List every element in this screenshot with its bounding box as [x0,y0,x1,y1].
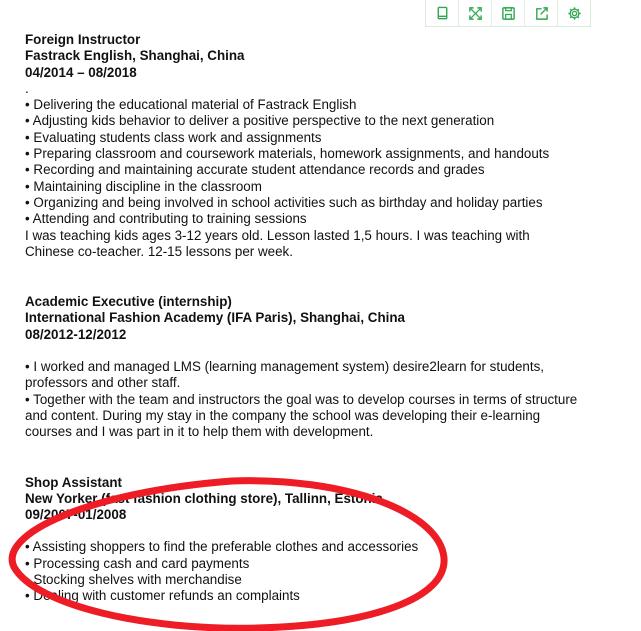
list-item: • Adjusting kids behavior to deliver a positive perspective to the next generation [25,113,495,129]
save-button[interactable] [492,0,525,26]
list-item: • Recording and maintaining accurate student attendance records and grades [25,162,485,178]
job-entry-shop-assistant [25,475,615,605]
job-dates: 04/2014 – 08/2018 [25,64,137,80]
job-note: I was teaching kids ages 3-12 years old. Lesson lasted 1,5 hours. I was teaching with Chinese co-teacher. 12-15 lessons per week. [25,227,530,259]
list-item: • Delivering the educational material of Fastrack English [25,97,357,113]
job-dates: 08/2012-12/2012 [25,326,127,342]
list-item: • Attending and contributing to training sessions [25,211,307,227]
list-item: • Assisting shoppers to find the preferable clothes and accessories [25,539,419,555]
list-item: • Together with the team and instructors the goal was to develop courses in terms of structure and content. During my stay in the company the school was developing their e-learning courses and I was part in it to help them with development. [25,391,578,440]
job-company: Fastrack English, Shanghai, China [25,48,245,64]
share-icon [534,6,549,21]
bookmark-icon [435,6,450,21]
expand-button[interactable] [459,0,492,26]
list-item: • Evaluating students class work and assignments [25,129,322,145]
list-item: • Organizing and being involved in school activities such as birthday and holiday parties [25,194,543,210]
document-toolbar [425,0,591,27]
list-item: • Dealing with customer refunds an complaints [25,588,300,604]
stray-dot: . [25,80,29,96]
list-item: • I worked and managed LMS (learning management system) desire2learn for students, professors and other staff. [25,359,545,391]
share-button[interactable] [525,0,558,26]
job-entry-academic-executive [25,294,615,440]
list-item: • Maintaining discipline in the classroom [25,178,262,194]
job-dates: 09/2007-01/2008 [25,507,127,523]
job-entry-foreign-instructor [25,32,615,260]
resume-experience-section [25,32,615,605]
gear-icon [567,6,582,21]
job-title: Shop Assistant [25,474,122,490]
expand-icon [468,6,483,21]
list-item: • Processing cash and card payments [25,555,250,571]
job-company: New Yorker (fast fashion clothing store), Tallinn, Estonia [25,490,383,506]
settings-button[interactable] [558,0,590,26]
list-item: • Stocking shelves with merchandise [25,572,242,588]
job-title: Foreign Instructor [25,32,141,47]
bookmark-button[interactable] [426,0,459,26]
job-company: International Fashion Academy (IFA Paris), Shanghai, China [25,310,405,326]
job-title: Academic Executive (internship) [25,294,232,310]
save-icon [501,6,516,21]
list-item: • Preparing classroom and coursework materials, homework assignments, and handouts [25,146,550,162]
